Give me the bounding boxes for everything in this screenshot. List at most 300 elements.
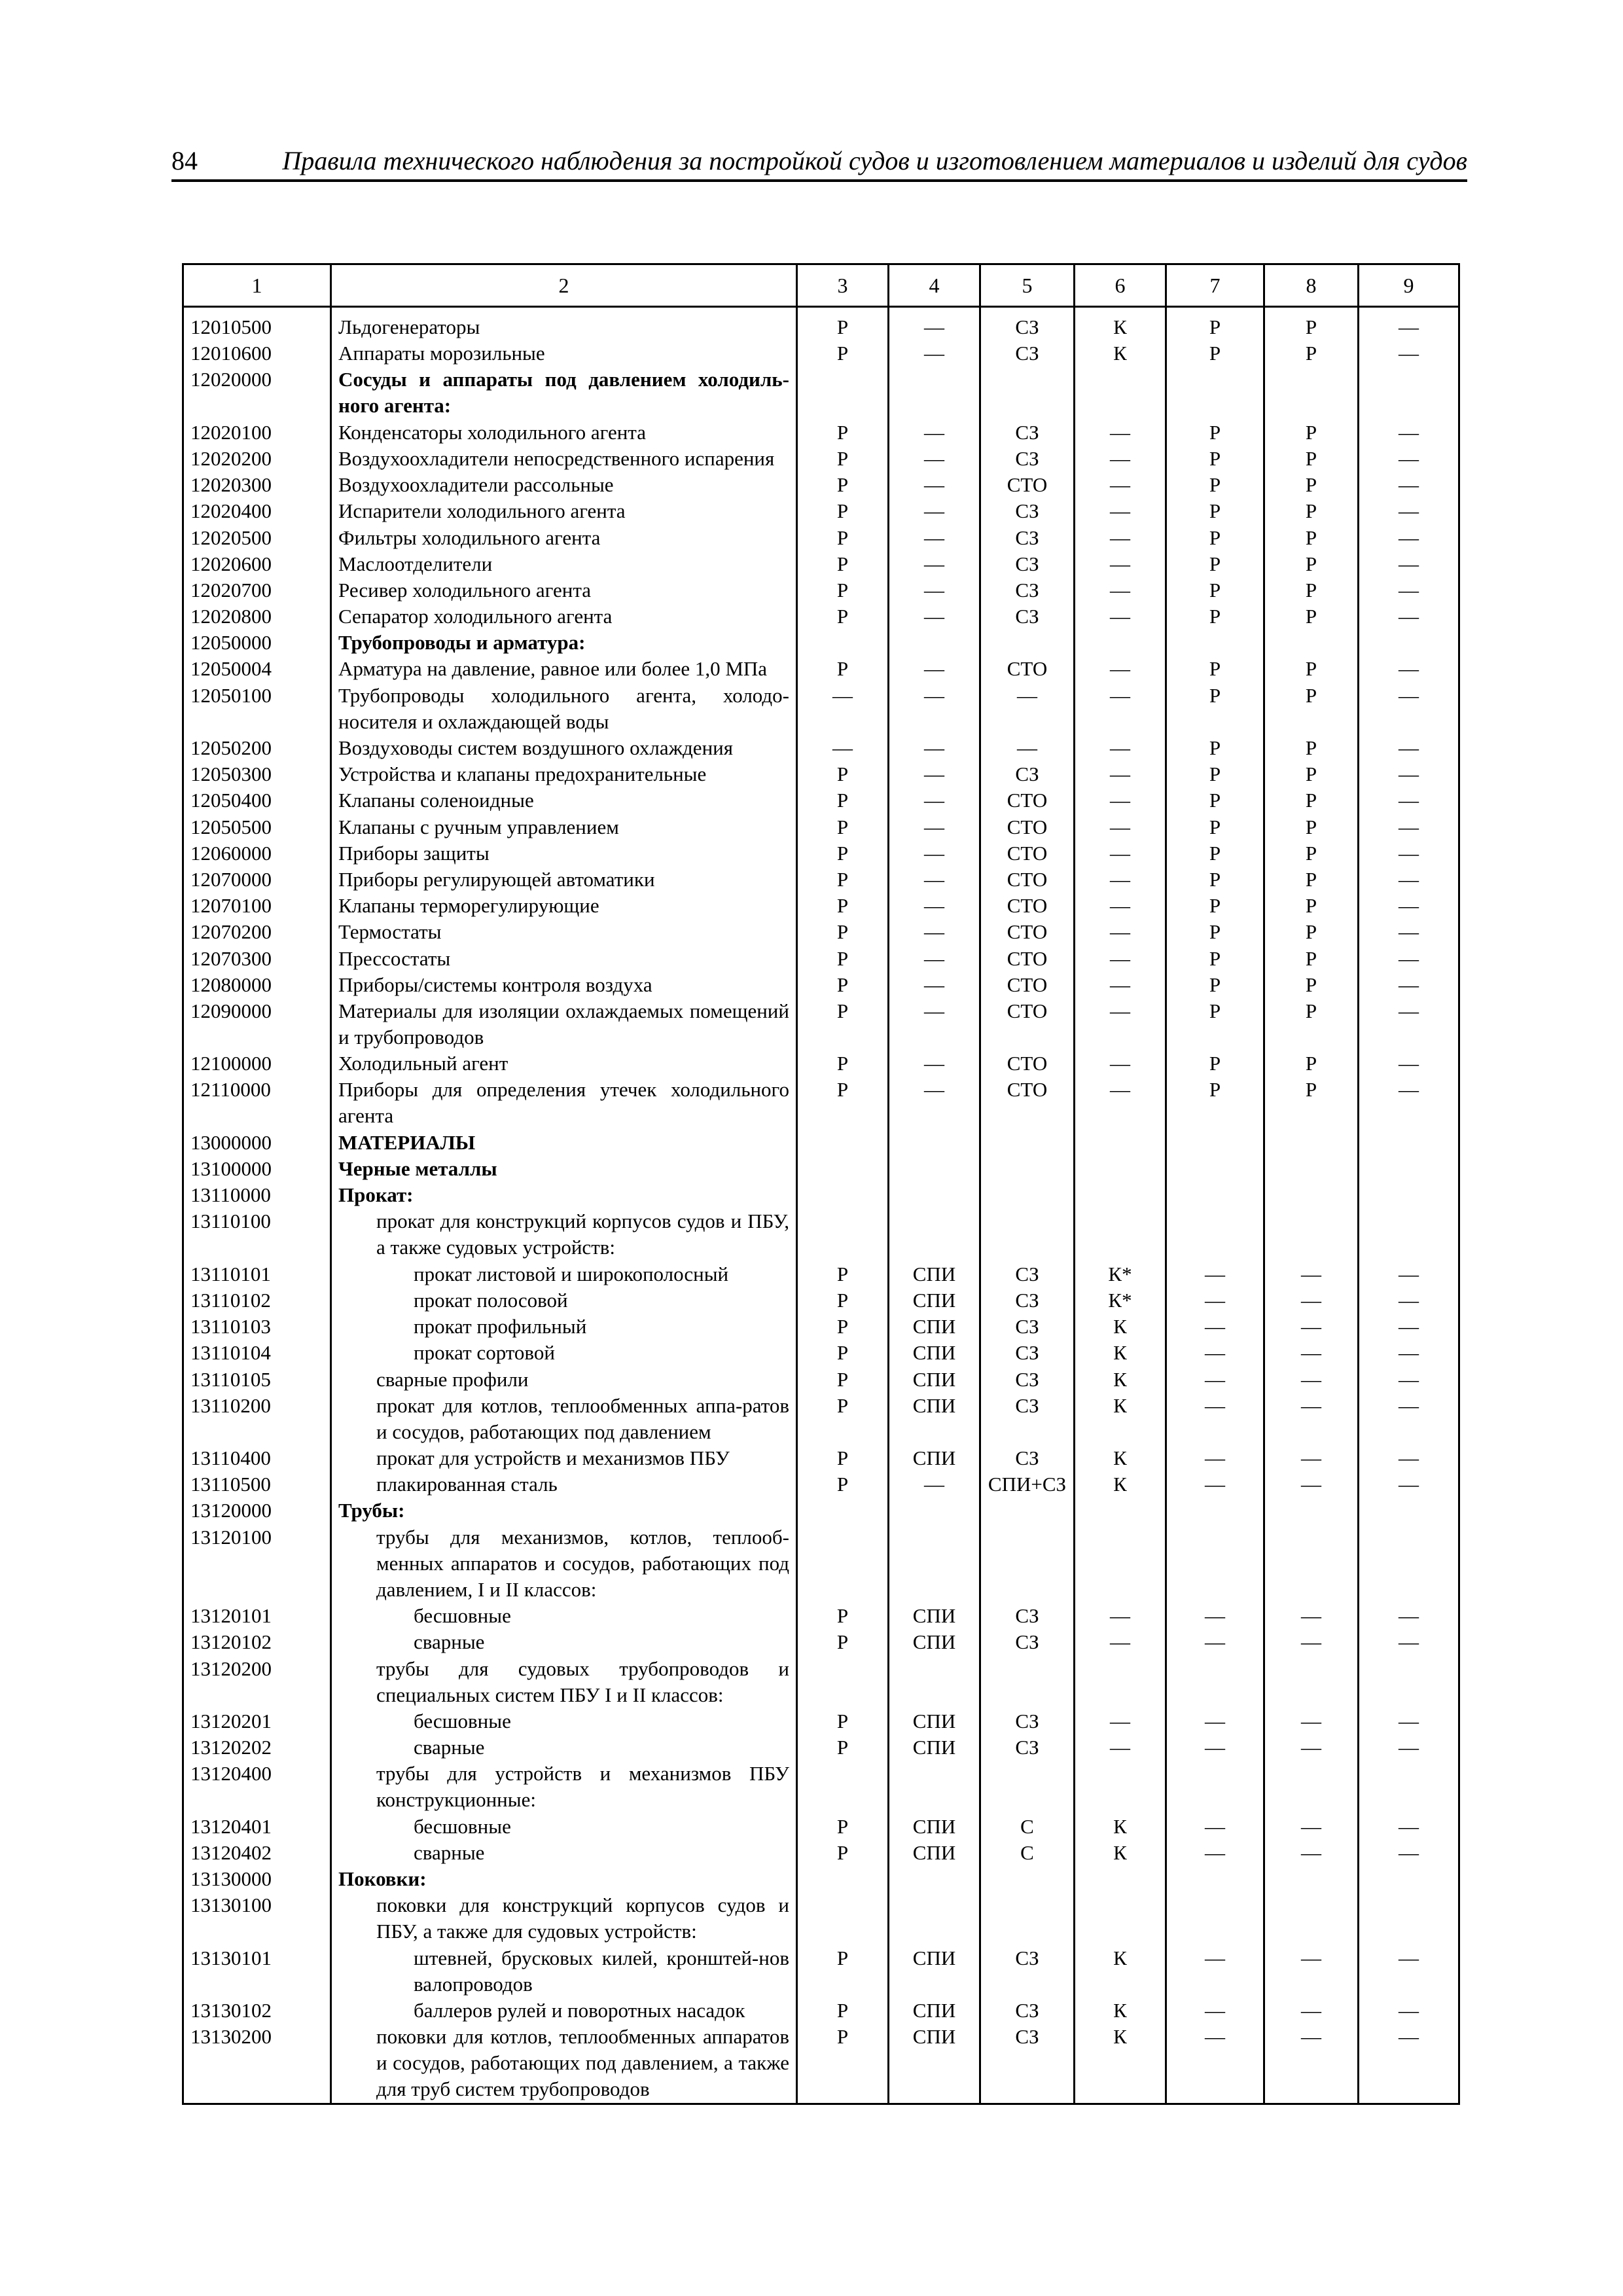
row-code: 13120401 <box>183 1814 331 1840</box>
row-name: Клапаны соленоидные <box>331 787 797 814</box>
row-value-col9: — <box>1359 603 1459 630</box>
row-name: Сепаратор холодильного агента <box>331 603 797 630</box>
row-value-col8: — <box>1264 1340 1359 1366</box>
row-value-col8 <box>1264 630 1359 656</box>
table-row <box>183 498 1459 524</box>
row-code: 13110104 <box>183 1340 331 1366</box>
row-value-col6: К <box>1075 1314 1166 1340</box>
row-code: 12070100 <box>183 893 331 919</box>
row-code: 13120102 <box>183 1629 331 1655</box>
row-value-col4 <box>889 1892 980 1945</box>
row-value-col6: — <box>1075 787 1166 814</box>
row-value-col3: Р <box>797 1471 889 1498</box>
filler-cell <box>1075 2103 1166 2104</box>
table-row <box>183 1498 1459 1524</box>
row-value-col8: — <box>1264 1840 1359 1866</box>
table-row <box>183 761 1459 787</box>
row-value-col4 <box>889 1182 980 1208</box>
table-row <box>183 1314 1459 1340</box>
row-value-col7: — <box>1166 1708 1264 1734</box>
row-value-col8: — <box>1264 1708 1359 1734</box>
row-value-col5: СЗ <box>980 1393 1075 1445</box>
row-value-col3: Р <box>797 446 889 472</box>
row-value-col9 <box>1359 1182 1459 1208</box>
table-row <box>183 1629 1459 1655</box>
row-value-col8: Р <box>1264 551 1359 577</box>
row-value-col8 <box>1264 367 1359 419</box>
row-value-col5: СТО <box>980 998 1075 1050</box>
table-row <box>183 683 1459 735</box>
row-value-col3: Р <box>797 472 889 498</box>
row-value-col4: СПИ <box>889 1840 980 1866</box>
column-header: 6 <box>1075 264 1166 307</box>
row-name: Льдогенераторы <box>331 307 797 341</box>
row-value-col6 <box>1075 630 1166 656</box>
row-code: 12020400 <box>183 498 331 524</box>
row-value-col4: — <box>889 840 980 867</box>
row-name: Черные металлы <box>331 1156 797 1182</box>
row-value-col7 <box>1166 367 1264 419</box>
row-value-col8: — <box>1264 1629 1359 1655</box>
row-value-col7: Р <box>1166 787 1264 814</box>
row-value-col8: — <box>1264 1287 1359 1314</box>
row-value-col7: — <box>1166 1945 1264 1998</box>
row-value-col9: — <box>1359 656 1459 682</box>
row-value-col9: — <box>1359 1077 1459 1129</box>
row-value-col9: — <box>1359 307 1459 341</box>
row-value-col5 <box>980 1182 1075 1208</box>
row-value-col3: Р <box>797 1945 889 1998</box>
row-name: бесшовные <box>331 1603 797 1629</box>
row-code: 13130200 <box>183 2024 331 2103</box>
row-value-col3: — <box>797 735 889 761</box>
row-value-col9: — <box>1359 814 1459 840</box>
row-value-col4: — <box>889 814 980 840</box>
table-row <box>183 1998 1459 2024</box>
table-row <box>183 1734 1459 1761</box>
row-value-col9: — <box>1359 525 1459 551</box>
row-code: 12110000 <box>183 1077 331 1129</box>
row-value-col6 <box>1075 1892 1166 1945</box>
row-name: Поковки: <box>331 1866 797 1892</box>
row-value-col3: Р <box>797 551 889 577</box>
page-number: 84 <box>171 146 198 175</box>
row-value-col4 <box>889 1130 980 1156</box>
table-row <box>183 1945 1459 1998</box>
row-value-col7: Р <box>1166 446 1264 472</box>
row-value-col3: Р <box>797 603 889 630</box>
row-value-col9: — <box>1359 840 1459 867</box>
row-code: 13100000 <box>183 1156 331 1182</box>
row-value-col6: — <box>1075 1629 1166 1655</box>
row-value-col7: — <box>1166 1840 1264 1866</box>
row-value-col4: — <box>889 683 980 735</box>
row-value-col9: — <box>1359 972 1459 998</box>
row-code: 12020600 <box>183 551 331 577</box>
row-value-col3: Р <box>797 1603 889 1629</box>
row-value-col5: СЗ <box>980 307 1075 341</box>
row-value-col5 <box>980 1761 1075 1813</box>
row-value-col9: — <box>1359 1603 1459 1629</box>
row-value-col6 <box>1075 1208 1166 1261</box>
row-code: 12020500 <box>183 525 331 551</box>
row-code: 13110400 <box>183 1445 331 1471</box>
classification-table <box>182 263 1460 2105</box>
row-value-col5: СЗ <box>980 1287 1075 1314</box>
row-value-col7: Р <box>1166 1077 1264 1129</box>
table-row <box>183 1367 1459 1393</box>
row-value-col3: Р <box>797 1708 889 1734</box>
row-name: МАТЕРИАЛЫ <box>331 1130 797 1156</box>
row-value-col4: — <box>889 761 980 787</box>
row-name: Трубы: <box>331 1498 797 1524</box>
row-value-col3 <box>797 1656 889 1708</box>
row-value-col9: — <box>1359 1814 1459 1840</box>
row-value-col5: СТО <box>980 840 1075 867</box>
table-row <box>183 1287 1459 1314</box>
row-value-col4: СПИ <box>889 1393 980 1445</box>
row-value-col8: Р <box>1264 840 1359 867</box>
row-name: Воздухоохладители непосредственного испарения <box>331 446 797 472</box>
row-value-col9 <box>1359 630 1459 656</box>
row-value-col9: — <box>1359 1287 1459 1314</box>
row-code: 12070200 <box>183 919 331 945</box>
row-code: 13110200 <box>183 1393 331 1445</box>
row-value-col8: — <box>1264 1445 1359 1471</box>
row-value-col7 <box>1166 1498 1264 1524</box>
row-value-col4: — <box>889 472 980 498</box>
row-name: Приборы/системы контроля воздуха <box>331 972 797 998</box>
row-name: поковки для конструкций корпусов судов и ПБУ, а также для судовых устройств: <box>331 1892 797 1945</box>
row-value-col3: Р <box>797 998 889 1050</box>
row-value-col9: — <box>1359 1393 1459 1445</box>
row-value-col5 <box>980 1498 1075 1524</box>
row-name: Клапаны с ручным управлением <box>331 814 797 840</box>
table-row <box>183 1050 1459 1077</box>
row-value-col6: К <box>1075 2024 1166 2103</box>
row-value-col7: Р <box>1166 1050 1264 1077</box>
row-name: сварные профили <box>331 1367 797 1393</box>
row-value-col6: — <box>1075 893 1166 919</box>
row-value-col7: Р <box>1166 307 1264 341</box>
row-value-col5 <box>980 1656 1075 1708</box>
row-name: прокат полосовой <box>331 1287 797 1314</box>
table-row <box>183 367 1459 419</box>
row-name: Прокат: <box>331 1182 797 1208</box>
row-value-col5 <box>980 1524 1075 1604</box>
row-value-col8: Р <box>1264 893 1359 919</box>
row-value-col8: Р <box>1264 972 1359 998</box>
row-name: Конденсаторы холодильного агента <box>331 420 797 446</box>
row-code: 13130100 <box>183 1892 331 1945</box>
row-name: Фильтры холодильного агента <box>331 525 797 551</box>
row-value-col3: Р <box>797 1340 889 1366</box>
table-row <box>183 472 1459 498</box>
row-value-col4: — <box>889 946 980 972</box>
row-value-col6 <box>1075 1498 1166 1524</box>
row-value-col3: Р <box>797 1314 889 1340</box>
column-header: 5 <box>980 264 1075 307</box>
row-name: прокат для котлов, теплообменных аппа-ратов и сосудов, работающих под давлением <box>331 1393 797 1445</box>
row-value-col6 <box>1075 1524 1166 1604</box>
row-value-col4 <box>889 630 980 656</box>
row-value-col4: СПИ <box>889 1445 980 1471</box>
table-row <box>183 998 1459 1050</box>
table-row <box>183 656 1459 682</box>
table-row <box>183 1524 1459 1604</box>
row-name: штевней, брусковых килей, кронштей-нов валопроводов <box>331 1945 797 1998</box>
row-value-col9 <box>1359 1892 1459 1945</box>
row-name: бесшовные <box>331 1708 797 1734</box>
row-code: 12020100 <box>183 420 331 446</box>
row-value-col3: Р <box>797 498 889 524</box>
table-row <box>183 1656 1459 1708</box>
row-value-col6: К <box>1075 1340 1166 1366</box>
row-value-col3: Р <box>797 656 889 682</box>
row-value-col7: Р <box>1166 998 1264 1050</box>
row-code: 12050500 <box>183 814 331 840</box>
row-value-col3: Р <box>797 1261 889 1287</box>
row-value-col5: СЗ <box>980 551 1075 577</box>
row-name: прокат листовой и широкополосный <box>331 1261 797 1287</box>
row-code: 13000000 <box>183 1130 331 1156</box>
row-value-col5 <box>980 1892 1075 1945</box>
row-value-col4: СПИ <box>889 1708 980 1734</box>
row-value-col6: — <box>1075 972 1166 998</box>
row-value-col4: — <box>889 577 980 603</box>
row-value-col6: — <box>1075 867 1166 893</box>
row-value-col4: СПИ <box>889 1945 980 1998</box>
table-row <box>183 630 1459 656</box>
column-header: 7 <box>1166 264 1264 307</box>
row-value-col7: Р <box>1166 919 1264 945</box>
row-value-col9: — <box>1359 1340 1459 1366</box>
row-value-col4 <box>889 367 980 419</box>
row-name: прокат для конструкций корпусов судов и ПБУ, а также судовых устройств: <box>331 1208 797 1261</box>
row-value-col3 <box>797 1130 889 1156</box>
table-row <box>183 446 1459 472</box>
row-value-col6: — <box>1075 735 1166 761</box>
row-code: 13110105 <box>183 1367 331 1393</box>
row-name: Трубопроводы и арматура: <box>331 630 797 656</box>
row-value-col6: К <box>1075 307 1166 341</box>
filler-cell <box>797 2103 889 2104</box>
row-value-col5: СЗ <box>980 498 1075 524</box>
row-value-col3 <box>797 1498 889 1524</box>
row-value-col5 <box>980 367 1075 419</box>
row-value-col6: — <box>1075 840 1166 867</box>
table-row <box>183 1866 1459 1892</box>
filler-cell <box>1264 2103 1359 2104</box>
row-name: Ресивер холодильного агента <box>331 577 797 603</box>
row-value-col7: Р <box>1166 735 1264 761</box>
row-code: 12070000 <box>183 867 331 893</box>
row-code: 13110101 <box>183 1261 331 1287</box>
table-row <box>183 1182 1459 1208</box>
row-value-col6: К <box>1075 340 1166 367</box>
row-value-col7 <box>1166 1761 1264 1813</box>
row-value-col4: — <box>889 1471 980 1498</box>
filler-cell <box>980 2103 1075 2104</box>
table-row <box>183 603 1459 630</box>
row-value-col5 <box>980 1130 1075 1156</box>
row-value-col8: — <box>1264 1814 1359 1840</box>
row-value-col6: — <box>1075 420 1166 446</box>
row-value-col7: — <box>1166 1261 1264 1287</box>
row-value-col6: К <box>1075 1393 1166 1445</box>
row-value-col7: Р <box>1166 603 1264 630</box>
row-value-col3: Р <box>797 307 889 341</box>
row-value-col3: Р <box>797 919 889 945</box>
row-name: Арматура на давление, равное или более 1,0 МПа <box>331 656 797 682</box>
row-name: Приборы защиты <box>331 840 797 867</box>
row-value-col3: Р <box>797 1367 889 1393</box>
row-value-col6 <box>1075 1182 1166 1208</box>
row-value-col4: СПИ <box>889 1261 980 1287</box>
table-row <box>183 1708 1459 1734</box>
row-value-col3: Р <box>797 1814 889 1840</box>
row-value-col4 <box>889 1156 980 1182</box>
row-code: 12020000 <box>183 367 331 419</box>
row-value-col5: — <box>980 683 1075 735</box>
column-header: 2 <box>331 264 797 307</box>
table-row <box>183 972 1459 998</box>
row-code: 13120000 <box>183 1498 331 1524</box>
row-value-col3: Р <box>797 814 889 840</box>
row-name: Приборы для определения утечек холодильного агента <box>331 1077 797 1129</box>
row-value-col3: Р <box>797 1998 889 2024</box>
row-value-col4: СПИ <box>889 1998 980 2024</box>
row-value-col7: — <box>1166 1629 1264 1655</box>
filler-cell <box>889 2103 980 2104</box>
row-value-col6: — <box>1075 577 1166 603</box>
row-value-col6: К <box>1075 1367 1166 1393</box>
row-value-col8: Р <box>1264 446 1359 472</box>
row-value-col8: Р <box>1264 735 1359 761</box>
row-value-col3: Р <box>797 1445 889 1471</box>
row-code: 12060000 <box>183 840 331 867</box>
table-row <box>183 1156 1459 1182</box>
row-value-col6: — <box>1075 498 1166 524</box>
table-row <box>183 840 1459 867</box>
row-value-col3: Р <box>797 893 889 919</box>
table-row <box>183 814 1459 840</box>
column-header: 8 <box>1264 264 1359 307</box>
row-value-col4: — <box>889 787 980 814</box>
row-value-col8: — <box>1264 1471 1359 1498</box>
row-value-col3: Р <box>797 1287 889 1314</box>
row-value-col5: СТО <box>980 946 1075 972</box>
row-value-col5: СЗ <box>980 1708 1075 1734</box>
row-value-col9: — <box>1359 1471 1459 1498</box>
row-value-col7: — <box>1166 1367 1264 1393</box>
row-code: 12050000 <box>183 630 331 656</box>
row-code: 13110000 <box>183 1182 331 1208</box>
row-value-col9: — <box>1359 1445 1459 1471</box>
row-value-col6: — <box>1075 919 1166 945</box>
row-value-col7: — <box>1166 1998 1264 2024</box>
row-value-col7 <box>1166 1130 1264 1156</box>
row-code: 13120201 <box>183 1708 331 1734</box>
row-value-col3 <box>797 1182 889 1208</box>
filler-cell <box>331 2103 797 2104</box>
row-code: 12100000 <box>183 1050 331 1077</box>
row-value-col8 <box>1264 1892 1359 1945</box>
row-code: 13130102 <box>183 1998 331 2024</box>
row-value-col5: СЗ <box>980 1367 1075 1393</box>
row-value-col4: — <box>889 972 980 998</box>
row-value-col5: СЗ <box>980 1603 1075 1629</box>
row-code: 13120100 <box>183 1524 331 1604</box>
row-value-col7: — <box>1166 1603 1264 1629</box>
row-value-col7: Р <box>1166 840 1264 867</box>
row-value-col5: СЗ <box>980 340 1075 367</box>
row-value-col4: — <box>889 998 980 1050</box>
row-name: сварные <box>331 1734 797 1761</box>
row-value-col3 <box>797 1866 889 1892</box>
row-value-col7: — <box>1166 1471 1264 1498</box>
table-row <box>183 551 1459 577</box>
row-value-col8: — <box>1264 1945 1359 1998</box>
row-value-col4: СПИ <box>889 1314 980 1340</box>
row-value-col8 <box>1264 1156 1359 1182</box>
row-value-col4 <box>889 1656 980 1708</box>
row-value-col8: Р <box>1264 525 1359 551</box>
row-value-col8: — <box>1264 1734 1359 1761</box>
row-value-col8 <box>1264 1182 1359 1208</box>
row-code: 12050400 <box>183 787 331 814</box>
row-value-col6: — <box>1075 1708 1166 1734</box>
row-value-col7: — <box>1166 1314 1264 1340</box>
row-value-col4: — <box>889 307 980 341</box>
row-code: 12020800 <box>183 603 331 630</box>
row-value-col5: С <box>980 1814 1075 1840</box>
row-value-col5: — <box>980 735 1075 761</box>
row-value-col9: — <box>1359 420 1459 446</box>
row-value-col6: К* <box>1075 1261 1166 1287</box>
row-value-col6: К <box>1075 1945 1166 1998</box>
row-value-col9: — <box>1359 919 1459 945</box>
table-row <box>183 1340 1459 1366</box>
row-code: 13120101 <box>183 1603 331 1629</box>
table-row <box>183 867 1459 893</box>
row-value-col6: — <box>1075 998 1166 1050</box>
row-value-col3: Р <box>797 1077 889 1129</box>
row-value-col5: СТО <box>980 867 1075 893</box>
row-value-col5: СЗ <box>980 1445 1075 1471</box>
row-value-col9: — <box>1359 761 1459 787</box>
row-value-col7: Р <box>1166 946 1264 972</box>
row-value-col7: Р <box>1166 814 1264 840</box>
row-value-col8: Р <box>1264 420 1359 446</box>
row-value-col8: — <box>1264 1603 1359 1629</box>
row-name: прокат для устройств и механизмов ПБУ <box>331 1445 797 1471</box>
table-body <box>183 307 1459 2104</box>
table-row <box>183 1208 1459 1261</box>
table-row <box>183 307 1459 341</box>
row-value-col4: — <box>889 735 980 761</box>
row-value-col4: — <box>889 603 980 630</box>
row-value-col8: Р <box>1264 498 1359 524</box>
row-value-col3: Р <box>797 946 889 972</box>
row-value-col7: Р <box>1166 867 1264 893</box>
row-value-col9: — <box>1359 472 1459 498</box>
row-value-col5: СПИ+СЗ <box>980 1471 1075 1498</box>
row-value-col7: — <box>1166 2024 1264 2103</box>
row-value-col8: Р <box>1264 1077 1359 1129</box>
row-name: Устройства и клапаны предохранительные <box>331 761 797 787</box>
row-value-col6: — <box>1075 1050 1166 1077</box>
